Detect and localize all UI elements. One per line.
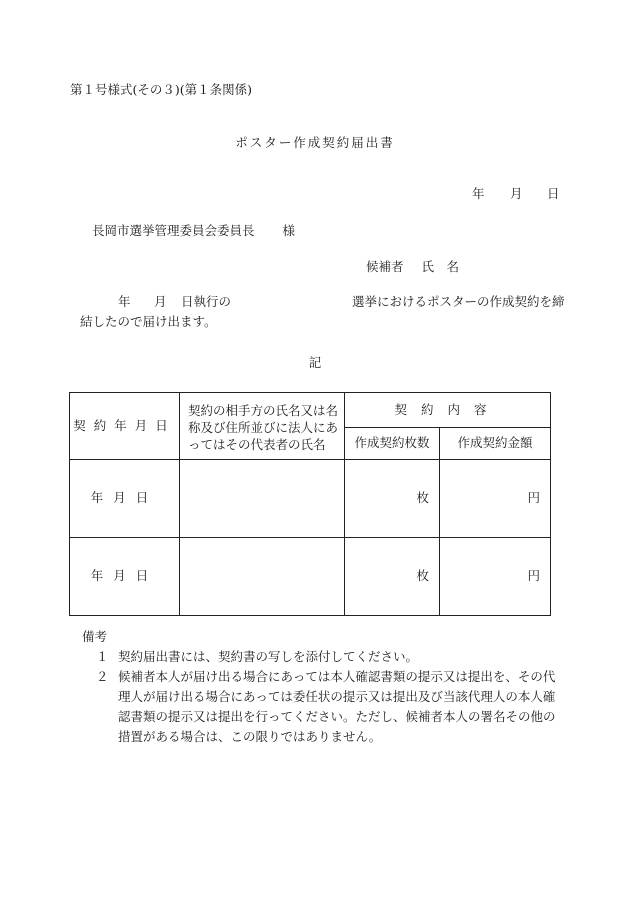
table-row	[70, 538, 551, 616]
statement-line-1	[118, 294, 286, 309]
candidate-name-label: 氏 名	[421, 259, 460, 274]
row-party-cell[interactable]	[180, 538, 345, 616]
header-contract-date: 契約年月日	[70, 393, 180, 460]
note-item	[96, 647, 566, 667]
date-year-label: 年	[472, 186, 485, 201]
header-contract-party: 契約の相手方の氏名又は名称及び住所並びに法人にあってはその代表者の氏名	[180, 393, 345, 460]
row-amount-cell[interactable]: 円	[440, 460, 551, 538]
row-count-cell[interactable]: 枚	[345, 538, 440, 616]
table-row	[70, 460, 551, 538]
row-party-cell[interactable]	[180, 460, 345, 538]
date-month-label: 月	[510, 186, 523, 201]
header-contract-content: 契約内容	[345, 393, 551, 428]
statement-year: 年	[118, 294, 131, 309]
notes-title: 備考	[82, 629, 108, 644]
note-number: ２	[96, 669, 109, 684]
note-text: 候補者本人が届け出る場合にあっては本人確認書類の提示又は提出を、その代理人が届け出る場合にあっては委任状の提示又は提出及び当該代理人の本人確認書類の提示又は提出を行ってください。ただし、候補者本人の署名その他の措置がある場合は、この限りではありません。	[118, 669, 556, 744]
row-date-cell[interactable]: 年月日	[70, 460, 180, 538]
header-contract-amount: 作成契約金額	[440, 428, 551, 460]
row-date-cell[interactable]: 年月日	[70, 538, 180, 616]
row-count-cell[interactable]: 枚	[345, 460, 440, 538]
addressee-honorific: 様	[282, 223, 296, 238]
note-number: １	[96, 649, 109, 664]
submission-date	[472, 186, 560, 201]
note-item	[96, 667, 566, 747]
addressee-name: 長岡市選挙管理委員会委員長	[92, 223, 255, 238]
document-title: ポスター作成契約届出書	[235, 135, 395, 150]
header-copy-count: 作成契約枚数	[345, 428, 440, 460]
note-text: 契約届出書には、契約書の写しを添付してください。	[118, 649, 419, 664]
statement-line-2: 結したので届け出ます。	[80, 314, 217, 329]
statement-execution: 日執行の	[181, 294, 232, 309]
addressee	[92, 223, 295, 238]
candidate-label: 候補者	[366, 259, 404, 274]
ki-heading: 記	[308, 355, 322, 370]
form-number: 第１号様式(その３)(第１条関係)	[70, 82, 253, 97]
date-day-label: 日	[547, 186, 560, 201]
statement-month: 月	[154, 294, 167, 309]
candidate-line	[366, 259, 459, 274]
row-amount-cell[interactable]: 円	[440, 538, 551, 616]
table-header-row	[70, 393, 551, 428]
statement-line-1-rest: 選挙におけるポスターの作成契約を締	[352, 294, 565, 309]
contract-table	[69, 392, 551, 616]
